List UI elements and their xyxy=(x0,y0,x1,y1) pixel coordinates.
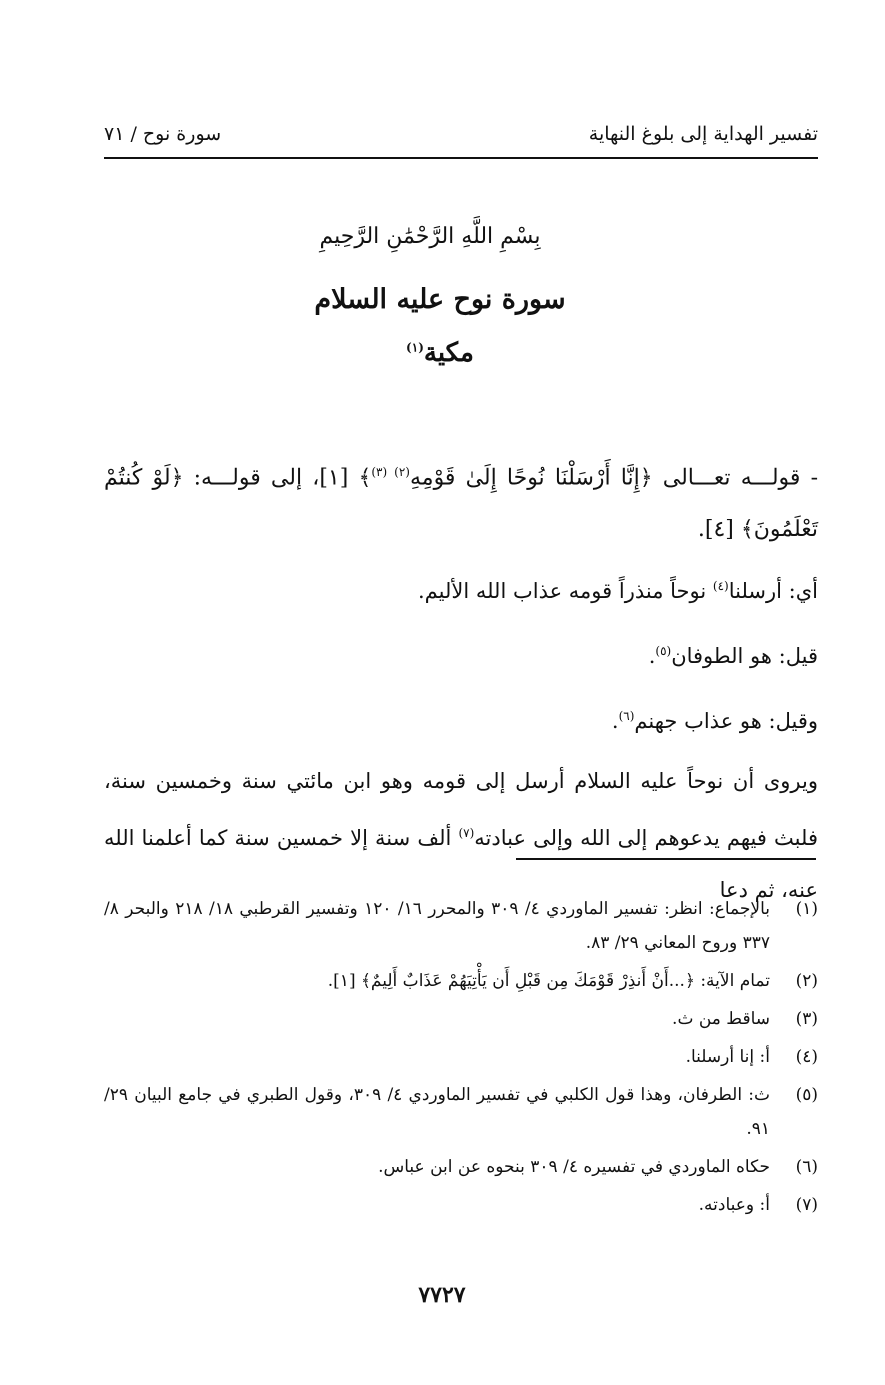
footnote-ref: (٧) xyxy=(458,826,475,841)
footnote-number: (٦) xyxy=(795,1157,818,1177)
verse-text-end: ﴾ [١]، إلى قولـــه: ﴿لَوْ كُنتُمْ تَعْلَمُونَ﴾ [٤]. xyxy=(104,465,818,543)
footnote-number: (١) xyxy=(795,899,818,919)
footnote xyxy=(104,892,818,960)
paragraph xyxy=(104,625,818,682)
paragraph-text: نوحاً منذراً قومه عذاب الله الأليم. xyxy=(417,579,707,604)
footnote-separator xyxy=(516,858,816,860)
footnote-text: بالإجماع: انظر: تفسير الماوردي ٤/ ٣٠٩ والمحرر ١٦/ ١٢٠ وتفسير القرطبي ١٨/ ٢١٨ والبحر ٨/ ٣٣٧ وروح المعاني ٢٩/ ٨٣. xyxy=(104,899,770,953)
page-number: ٧٧٢٧ xyxy=(418,1282,466,1308)
footnote-ref: (٥) xyxy=(655,644,672,659)
footnote-number: (٤) xyxy=(795,1047,818,1067)
paragraph-text: أي: أرسلنا xyxy=(728,579,818,604)
footnote xyxy=(104,1150,818,1184)
footnote-text: ث: الطرفان، وهذا قول الكلبي في تفسير الماوردي ٤/ ٣٠٩، وقول الطبري في جامع البيان ٢٩/ ٩١. xyxy=(104,1085,770,1139)
footnote-text: ساقط من ث. xyxy=(672,1009,770,1029)
footnotes xyxy=(104,892,818,1226)
footnote xyxy=(104,1188,818,1222)
surah-reference: سورة نوح / ٧١ xyxy=(104,123,222,145)
footnote-ref: (٦) xyxy=(618,709,635,724)
paragraph-text: . xyxy=(648,644,656,669)
footnote xyxy=(104,1040,818,1074)
footnote xyxy=(104,1078,818,1146)
running-header xyxy=(104,116,818,152)
footnote-number: (٣) xyxy=(795,1009,818,1029)
paragraph-text: قيل: هو الطوفان xyxy=(671,644,818,669)
surah-type xyxy=(230,338,650,368)
footnote-ref: (٤) xyxy=(712,579,729,594)
footnote-number: (٢) xyxy=(795,971,818,991)
footnote-text: تمام الآية: ﴿...أَنْ أَنذِرْ قَوْمَكَ مِن قَبْلِ أَن يَأْتِيَهُمْ عَذَابٌ أَلِيمٌ﴾ [١]. xyxy=(327,971,770,991)
footnote-ref: (٢) (٣) xyxy=(371,465,410,479)
book-title: تفسير الهداية إلى بلوغ النهاية xyxy=(588,123,818,145)
paragraph-text: . xyxy=(611,709,619,734)
body-text xyxy=(104,446,818,924)
surah-title: سورة نوح عليه السلام xyxy=(314,284,566,315)
paragraph-text: ألف سنة إلا خمسين سنة كما أعلمنا الله عنه، ثم دعا xyxy=(104,826,818,903)
footnote-ref: (١) xyxy=(406,340,424,355)
header-rule xyxy=(104,157,818,159)
basmala: بِسْمِ اللَّهِ الرَّحْمَٰنِ الرَّحِيمِ xyxy=(319,224,541,249)
paragraph xyxy=(104,690,818,747)
paragraph-text: ويروى أن نوحاً عليه السلام أرسل إلى قومه وهو ابن مائتي سنة وخمسين سنة، فلبث فيهم يدعوهم إلى الله وإلى عبادته xyxy=(104,769,818,851)
footnote-text: أ: وعبادته. xyxy=(698,1195,770,1215)
surah-type-text: مكية xyxy=(423,338,474,368)
paragraph-text: وقيل: هو عذاب جهنم xyxy=(634,709,818,734)
footnote-text: أ: إنا أرسلنا. xyxy=(685,1047,770,1067)
footnote-number: (٥) xyxy=(795,1085,818,1105)
footnote-number: (٧) xyxy=(795,1195,818,1215)
footnote xyxy=(104,964,818,998)
footnote-text: حكاه الماوردي في تفسيره ٤/ ٣٠٩ بنحوه عن ابن عباس. xyxy=(378,1157,770,1177)
verse-paragraph xyxy=(104,446,818,556)
paragraph xyxy=(104,560,818,617)
footnote xyxy=(104,1002,818,1036)
verse-text: - قولـــه تعـــالى ﴿إِنَّا أَرْسَلْنَا نُوحًا إِلَىٰ قَوْمِهِ xyxy=(409,465,818,491)
